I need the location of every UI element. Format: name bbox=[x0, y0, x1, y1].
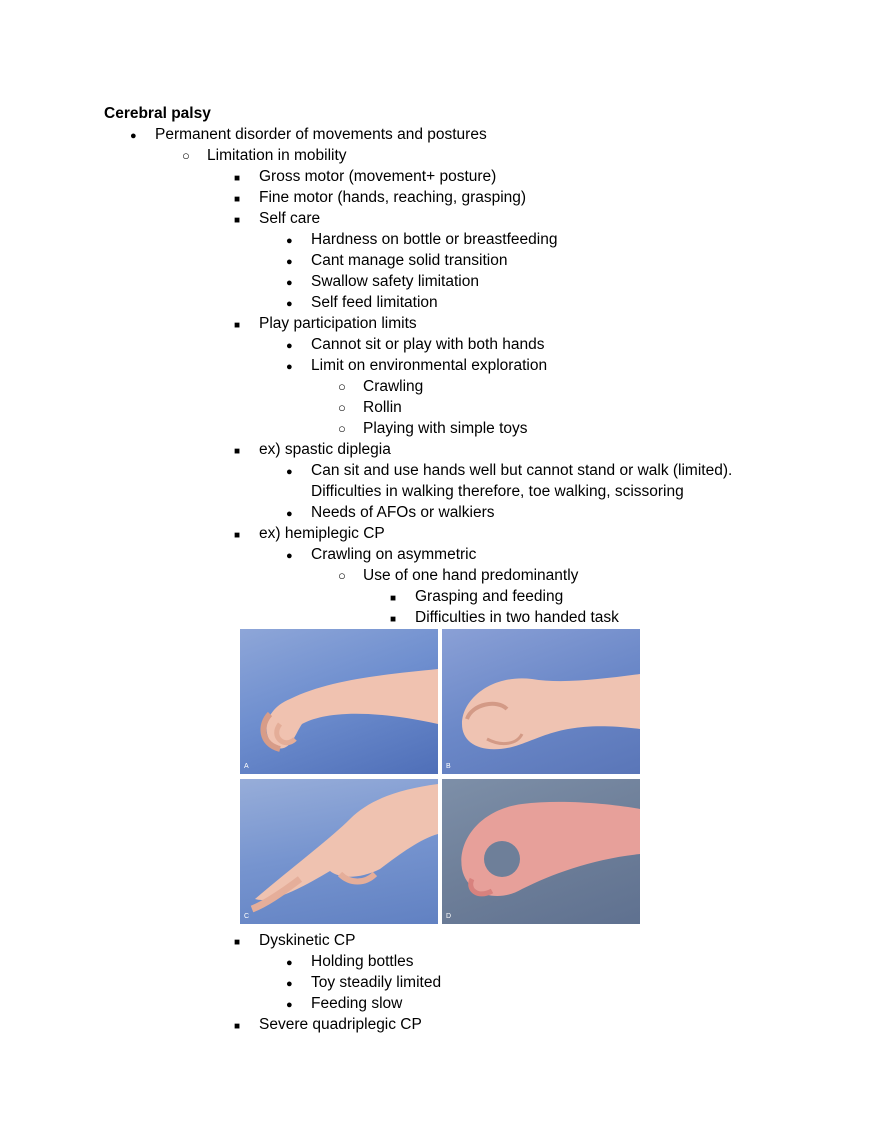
list-item bbox=[363, 565, 578, 586]
square-bullet-icon bbox=[390, 586, 396, 609]
list-item-text: Use of one hand predominantly bbox=[363, 567, 579, 584]
list-item bbox=[311, 502, 494, 523]
list-item bbox=[311, 250, 507, 271]
list-item-text: Gross motor (movement+ posture) bbox=[259, 168, 497, 185]
hand-photo-d-image bbox=[442, 779, 640, 924]
photo-panel-a bbox=[240, 629, 438, 774]
list-item-text: Holding bottles bbox=[311, 953, 414, 970]
disc-bullet-icon bbox=[286, 544, 293, 567]
circle-bullet-icon bbox=[338, 418, 346, 439]
panel-label: D bbox=[446, 913, 452, 920]
list-item bbox=[311, 355, 547, 376]
disc-bullet-icon bbox=[286, 355, 293, 378]
circle-bullet-icon bbox=[182, 145, 190, 166]
square-bullet-icon bbox=[390, 607, 396, 630]
list-item-text: Hardness on bottle or breastfeeding bbox=[311, 231, 558, 248]
list-item bbox=[363, 376, 423, 397]
list-item-text: Permanent disorder of movements and postures bbox=[155, 126, 487, 143]
list-item-text: Swallow safety limitation bbox=[311, 273, 479, 290]
disc-bullet-icon bbox=[286, 502, 293, 525]
disc-bullet-icon bbox=[130, 124, 137, 147]
circle-bullet-icon bbox=[338, 565, 346, 586]
list-item bbox=[259, 523, 385, 544]
list-item-continuation bbox=[311, 481, 684, 502]
list-item bbox=[259, 439, 391, 460]
disc-bullet-icon bbox=[286, 271, 293, 294]
list-item-text: Rollin bbox=[363, 399, 402, 416]
list-item bbox=[311, 292, 438, 313]
photo-panel-c bbox=[240, 779, 438, 924]
list-item bbox=[363, 418, 528, 439]
list-item-text: Crawling on asymmetric bbox=[311, 546, 477, 563]
list-item-text: Self care bbox=[259, 210, 321, 227]
list-item-text: Feeding slow bbox=[311, 995, 403, 1012]
list-item-text: Playing with simple toys bbox=[363, 420, 528, 437]
list-item-text: Crawling bbox=[363, 378, 424, 395]
list-item bbox=[311, 271, 479, 292]
list-item-text: Grasping and feeding bbox=[415, 588, 564, 605]
list-item-text: Difficulties in two handed task bbox=[415, 609, 619, 626]
circle-bullet-icon bbox=[338, 376, 346, 397]
panel-label: C bbox=[244, 913, 250, 920]
list-item bbox=[259, 313, 417, 334]
list-item bbox=[259, 930, 355, 951]
square-bullet-icon bbox=[234, 930, 240, 953]
square-bullet-icon bbox=[234, 166, 240, 189]
list-item bbox=[259, 208, 320, 229]
list-item-text: Can sit and use hands well but cannot stand or walk (limited). bbox=[311, 462, 733, 479]
disc-bullet-icon bbox=[286, 972, 293, 995]
disc-bullet-icon bbox=[286, 951, 293, 974]
list-item-text: ex) hemiplegic CP bbox=[259, 525, 385, 542]
square-bullet-icon bbox=[234, 187, 240, 210]
list-item-text: Needs of AFOs or walkiers bbox=[311, 504, 495, 521]
disc-bullet-icon bbox=[286, 334, 293, 357]
list-item-text: Difficulties in walking therefore, toe walking, scissoring bbox=[311, 483, 684, 500]
square-bullet-icon bbox=[234, 439, 240, 462]
square-bullet-icon bbox=[234, 523, 240, 546]
photo-panel-d bbox=[442, 779, 640, 924]
disc-bullet-icon bbox=[286, 460, 293, 483]
list-item bbox=[311, 972, 441, 993]
list-item bbox=[259, 166, 496, 187]
list-item bbox=[311, 334, 545, 355]
list-item-text: Cannot sit or play with both hands bbox=[311, 336, 545, 353]
list-item-text: ex) spastic diplegia bbox=[259, 441, 391, 458]
list-item-text: Limit on environmental exploration bbox=[311, 357, 548, 374]
list-item-text: Self feed limitation bbox=[311, 294, 438, 311]
disc-bullet-icon bbox=[286, 250, 293, 273]
list-item bbox=[311, 951, 414, 972]
panel-label: A bbox=[244, 763, 249, 770]
disc-bullet-icon bbox=[286, 229, 293, 252]
list-item bbox=[311, 460, 732, 481]
list-item bbox=[363, 397, 402, 418]
hand-photo-b-image bbox=[442, 629, 640, 774]
list-item bbox=[259, 1014, 422, 1035]
photo-panel-b bbox=[442, 629, 640, 774]
list-item-text: Toy steadily limited bbox=[311, 974, 442, 991]
list-item bbox=[311, 544, 476, 565]
circle-bullet-icon bbox=[338, 397, 346, 418]
list-item bbox=[207, 145, 347, 166]
disc-bullet-icon bbox=[286, 993, 293, 1016]
disc-bullet-icon bbox=[286, 292, 293, 315]
list-item bbox=[415, 586, 563, 607]
page-title: Cerebral palsy bbox=[104, 105, 211, 122]
list-item-text: Cant manage solid transition bbox=[311, 252, 508, 269]
list-item-text: Limitation in mobility bbox=[207, 147, 347, 164]
list-item bbox=[155, 124, 487, 145]
hand-photo-figure bbox=[240, 629, 641, 924]
list-item-text: Fine motor (hands, reaching, grasping) bbox=[259, 189, 527, 206]
list-item-text: Play participation limits bbox=[259, 315, 417, 332]
list-item bbox=[311, 993, 402, 1014]
list-item-text: Severe quadriplegic CP bbox=[259, 1016, 422, 1033]
list-item bbox=[259, 187, 526, 208]
list-item-text: Dyskinetic CP bbox=[259, 932, 356, 949]
square-bullet-icon bbox=[234, 313, 240, 336]
square-bullet-icon bbox=[234, 1014, 240, 1037]
hand-photo-a-image bbox=[240, 629, 438, 774]
panel-label: B bbox=[446, 763, 451, 770]
square-bullet-icon bbox=[234, 208, 240, 231]
list-item bbox=[415, 607, 619, 628]
hand-photo-c-image bbox=[240, 779, 438, 924]
list-item bbox=[311, 229, 557, 250]
